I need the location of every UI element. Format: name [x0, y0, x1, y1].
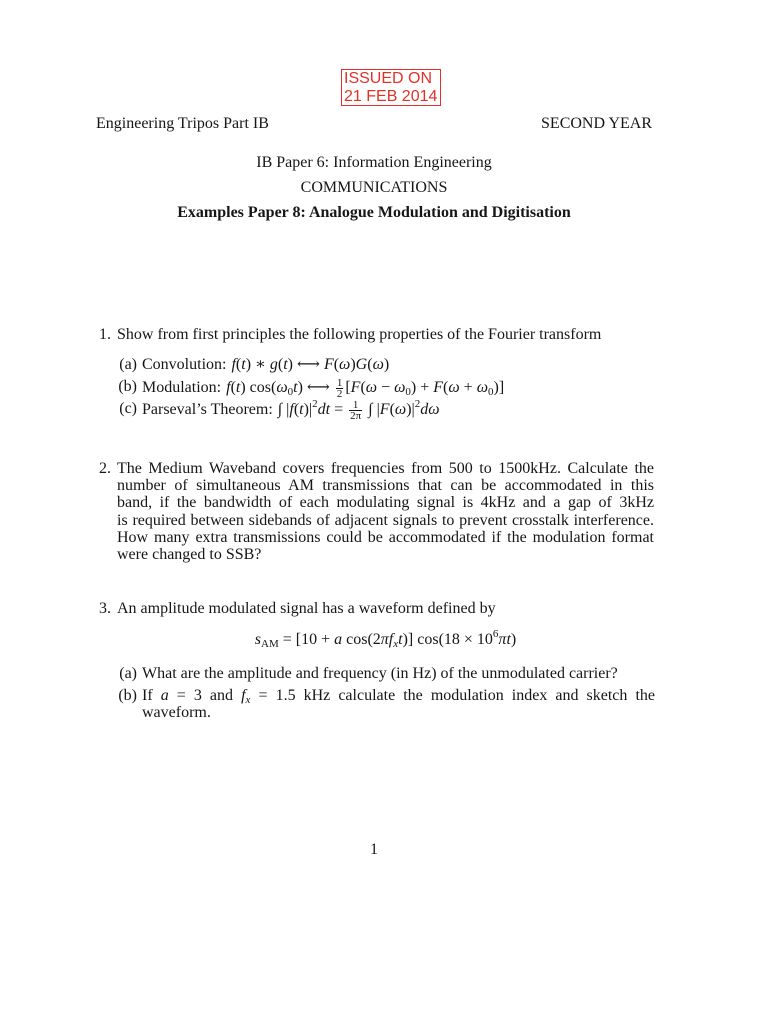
part-content — [142, 378, 504, 399]
math-variable: ω — [448, 379, 460, 397]
math-variable: a — [334, 631, 343, 648]
fraction-denominator: 2π — [350, 410, 362, 422]
math-symbol: = 3 — [168, 687, 202, 704]
subject-title: COMMUNICATIONS — [300, 179, 448, 196]
paragraph-line: is required between sidebands of adjacent signals to prevent crosstalk interference. — [117, 511, 654, 529]
math-variable: t — [299, 401, 304, 419]
math-symbol: + — [459, 379, 477, 397]
math-subscript: AM — [261, 638, 279, 650]
paragraph-line: band, if the bandwidth of each modulating signal is 4kHz and a gap of 3kHz — [117, 494, 654, 512]
math-variable: ω — [339, 356, 351, 373]
math-fraction — [349, 400, 362, 421]
examples-paper-title: Examples Paper 8: Analogue Modulation and Digitisation — [177, 204, 571, 221]
math-symbol: ) — [350, 356, 356, 373]
math-subscript: 0 — [488, 386, 494, 399]
part-content — [142, 687, 655, 721]
math-symbol: = — [250, 687, 276, 704]
paragraph-line: How many extra transmissions could be accommodated if the modulation format — [117, 528, 654, 546]
math-symbol: ( — [230, 379, 236, 397]
math-symbol: )| — [406, 401, 415, 419]
math-variable: t — [398, 631, 403, 648]
course-name: Engineering Tripos Part IB — [96, 115, 269, 132]
stamp-issue-date: 21 FEB 2014 — [344, 88, 438, 105]
convolution-formula — [231, 356, 389, 373]
issued-stamp — [341, 69, 441, 106]
paragraph-line: number of simultaneous AM transmissions that can be accommodated in this — [117, 477, 654, 495]
math-symbol: = [10 + — [278, 631, 335, 648]
math-variable: f — [231, 356, 236, 373]
part-label: (c) — [119, 400, 137, 417]
paragraph-line: The Medium Waveband covers frequencies from 500 to 1500kHz. Calculate the — [117, 460, 654, 477]
math-variable: t — [241, 356, 246, 373]
math-symbol: = — [330, 401, 348, 419]
question-text: Show from first principles the following properties of the Fourier transform — [117, 326, 602, 343]
math-superscript: 2 — [312, 398, 318, 411]
math-symbol: ) — [240, 379, 250, 397]
math-symbol: ( — [389, 401, 395, 419]
math-subscript: 0 — [287, 386, 294, 399]
math-variable: s — [254, 631, 261, 648]
math-subscript: x — [245, 694, 251, 706]
math-variable: ω — [476, 379, 488, 397]
part-label: (a) — [119, 356, 137, 373]
question-text: An amplitude modulated signal has a waveform defined by — [117, 600, 496, 617]
math-variable: πf — [380, 631, 394, 648]
math-text: 1.5 kHz calculate the modulation index and sketch the — [275, 687, 656, 704]
math-symbol: ) — [510, 631, 517, 648]
math-text: cos — [249, 379, 271, 397]
math-symbol: ∫ | — [364, 401, 380, 419]
math-variable: ω — [365, 379, 378, 397]
math-symbol: ( — [367, 356, 373, 373]
math-subscript: x — [393, 638, 399, 650]
part-text: Parseval’s Theorem: — [142, 401, 273, 419]
math-symbol: (2 — [367, 631, 381, 648]
paragraph-line: waveform. — [142, 704, 211, 722]
math-symbol: )| — [303, 401, 313, 419]
math-variable: ω — [394, 401, 407, 419]
math-symbol: ( — [271, 379, 277, 397]
math-variable: G — [355, 356, 368, 373]
part-label: (a) — [119, 665, 137, 682]
math-variable: t — [293, 379, 298, 397]
part-text: Convolution: — [142, 356, 227, 373]
math-text: cos — [346, 631, 368, 648]
math-variable: t — [283, 356, 288, 373]
math-symbol: ) + — [410, 379, 434, 397]
math-symbol: ( — [333, 356, 340, 373]
math-symbol: ) — [383, 356, 390, 373]
math-variable: t — [235, 379, 241, 397]
stamp-issued-label: ISSUED ON — [344, 70, 433, 87]
math-symbol: ( — [293, 401, 300, 419]
part-label: (b) — [118, 687, 137, 704]
math-variable: F — [323, 356, 334, 373]
math-symbol: ( — [360, 379, 366, 397]
math-variable: πt — [498, 631, 511, 648]
math-symbol: ( — [277, 356, 284, 373]
am-signal-equation — [117, 628, 654, 650]
math-symbol: ) ⟷ — [297, 379, 334, 397]
math-variable: dω — [420, 401, 440, 419]
math-variable: ω — [394, 379, 406, 397]
math-superscript: 2 — [414, 398, 421, 411]
math-variable: g — [269, 356, 278, 373]
fraction-denominator: 2 — [336, 388, 343, 400]
math-symbol: )] — [493, 379, 505, 397]
math-variable: ω — [372, 356, 384, 373]
math-text: and — [201, 687, 242, 704]
math-variable: f — [241, 687, 246, 704]
part-content — [142, 356, 389, 374]
question-number: 1. — [99, 326, 111, 343]
math-variable: F — [433, 379, 444, 397]
modulation-formula — [226, 377, 505, 400]
fraction-numerator: 1 — [336, 377, 343, 389]
math-symbol: (18 × 10 — [438, 631, 493, 648]
parseval-formula — [277, 398, 440, 422]
math-variable: f — [289, 401, 294, 419]
part-content — [142, 400, 440, 421]
math-superscript: 6 — [492, 628, 499, 640]
page-number: 1 — [370, 841, 378, 858]
math-symbol: ( — [443, 379, 449, 397]
math-subscript: 0 — [405, 386, 411, 399]
math-text: cos — [417, 631, 439, 648]
math-variable: F — [350, 379, 361, 397]
part-text: Modulation: — [142, 379, 222, 397]
math-symbol: )] — [402, 631, 418, 648]
math-symbol: ( — [235, 356, 242, 373]
year-label: SECOND YEAR — [541, 115, 652, 132]
math-variable: dt — [317, 401, 331, 419]
fraction-numerator: 1 — [352, 399, 359, 411]
paragraph-line — [142, 687, 655, 704]
part-label: (b) — [118, 378, 137, 395]
math-variable: F — [379, 401, 390, 419]
paragraph-line: were changed to SSB? — [117, 546, 262, 564]
paper-title: IB Paper 6: Information Engineering — [256, 154, 492, 171]
math-variable: f — [226, 379, 231, 397]
math-text: If — [142, 687, 161, 704]
math-symbol: ) ∗ — [245, 356, 270, 373]
math-symbol: ∫ | — [277, 401, 290, 419]
math-symbol: ) ⟷ — [287, 356, 324, 373]
math-symbol: − — [377, 379, 395, 397]
math-variable: ω — [276, 379, 288, 397]
math-fraction — [336, 378, 344, 399]
question-paragraph — [117, 460, 654, 563]
question-number: 3. — [99, 600, 111, 617]
question-number: 2. — [99, 460, 111, 477]
math-variable: a — [160, 687, 169, 704]
part-text: What are the amplitude and frequency (in Hz) of the unmodulated carrier? — [142, 665, 618, 682]
math-symbol: [ — [345, 379, 351, 397]
